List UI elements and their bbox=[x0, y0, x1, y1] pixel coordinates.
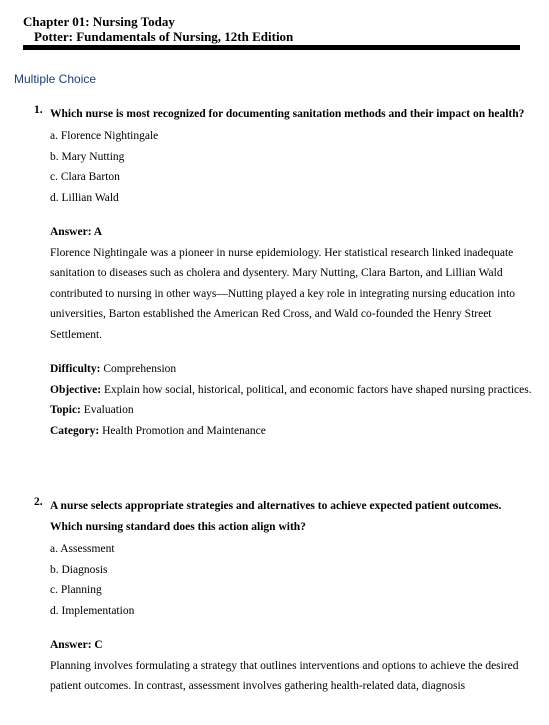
question-number: 2. bbox=[34, 496, 43, 508]
difficulty-value: Comprehension bbox=[103, 363, 177, 375]
option-d: d. Lillian Wald bbox=[50, 191, 119, 204]
question-text: A nurse selects appropriate strategies and alternatives to achieve expected patient outcomes. Which nursing standard does this action align with? bbox=[50, 500, 502, 533]
category-row bbox=[50, 421, 532, 442]
rationale: Florence Nightingale was a pioneer in nurse epidemiology. Her statistical research linked inadequate sanitation to diseases such as cholera and dysentery. Mary Nutting, Clara Barton, and Lillian Wald contributed to nursing in other ways—Nutting played a key role in integrating nursing education into universities, Barton established the American Red Cross, and Wald co-founded the Henry Street Settlement. bbox=[50, 246, 516, 341]
option-d: d. Implementation bbox=[50, 604, 135, 617]
objective-value: Explain how social, historical, political, and economic factors have shaped nursing practices. bbox=[103, 383, 532, 396]
answer-label: Answer: C bbox=[50, 639, 103, 651]
option-a: a. Assessment bbox=[50, 543, 115, 555]
rationale: Planning involves formulating a strategy that outlines interventions and options to achieve the desired patient outcomes. In contrast, assessment involves gathering health-related data, diagnosis bbox=[50, 659, 519, 692]
option-b: b. Mary Nutting bbox=[50, 150, 125, 163]
objective-row bbox=[50, 380, 532, 401]
difficulty-label: Difficulty: bbox=[50, 363, 101, 375]
section-title: Multiple Choice bbox=[14, 72, 97, 86]
topic-label: Topic: bbox=[50, 404, 81, 416]
question-number: 1. bbox=[34, 104, 43, 116]
difficulty-row bbox=[50, 359, 532, 380]
header-rule bbox=[23, 45, 520, 50]
document-header bbox=[23, 14, 520, 44]
category-value: Health Promotion and Maintenance bbox=[102, 424, 266, 437]
option-c: c. Planning bbox=[50, 584, 102, 596]
topic-value: Evaluation bbox=[83, 404, 134, 416]
topic-row bbox=[50, 400, 532, 421]
objective-label: Objective: bbox=[50, 383, 102, 396]
question-2 bbox=[34, 496, 532, 697]
category-label: Category: bbox=[50, 424, 100, 437]
options-list bbox=[50, 126, 532, 208]
book-title: Potter: Fundamentals of Nursing, 12th Edition bbox=[34, 29, 294, 44]
chapter-title: Chapter 01: Nursing Today bbox=[23, 14, 175, 29]
question-text: Which nurse is most recognized for documenting sanitation methods and their impact on health? bbox=[50, 108, 525, 120]
answer-label: Answer: A bbox=[50, 226, 103, 238]
option-a: a. Florence Nightingale bbox=[50, 130, 159, 142]
option-b: b. Diagnosis bbox=[50, 563, 108, 576]
question-1 bbox=[34, 104, 532, 441]
options-list bbox=[50, 539, 532, 621]
option-c: c. Clara Barton bbox=[50, 171, 120, 183]
